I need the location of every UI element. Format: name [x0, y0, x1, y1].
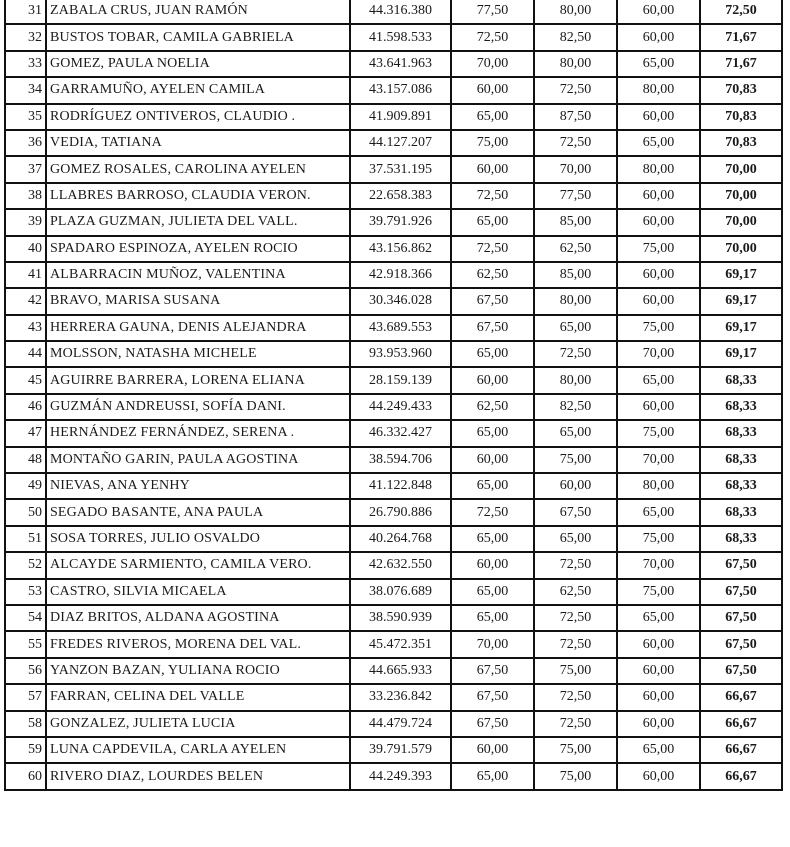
rank-cell: 33 — [5, 51, 46, 77]
dni-cell: 44.316.380 — [350, 0, 451, 24]
rank-cell: 37 — [5, 156, 46, 182]
total-cell: 70,00 — [700, 209, 782, 235]
table-row — [5, 236, 782, 262]
total-cell: 66,67 — [700, 684, 782, 710]
name-cell: GOMEZ, PAULA NOELIA — [46, 51, 350, 77]
name-cell: SPADARO ESPINOZA, AYELEN ROCIO — [46, 236, 350, 262]
total-cell: 70,00 — [700, 156, 782, 182]
score3-cell: 70,00 — [617, 447, 700, 473]
score2-cell: 80,00 — [534, 51, 617, 77]
score3-cell: 65,00 — [617, 130, 700, 156]
dni-cell: 41.598.533 — [350, 24, 451, 50]
name-cell: BUSTOS TOBAR, CAMILA GABRIELA — [46, 24, 350, 50]
score1-cell: 62,50 — [451, 262, 534, 288]
score3-cell: 60,00 — [617, 183, 700, 209]
rank-cell: 49 — [5, 473, 46, 499]
rank-cell: 35 — [5, 104, 46, 130]
table-row — [5, 737, 782, 763]
dni-cell: 38.594.706 — [350, 447, 451, 473]
score2-cell: 70,00 — [534, 156, 617, 182]
table-row — [5, 77, 782, 103]
score1-cell: 67,50 — [451, 684, 534, 710]
score3-cell: 75,00 — [617, 315, 700, 341]
table-row — [5, 420, 782, 446]
score3-cell: 80,00 — [617, 77, 700, 103]
table-row — [5, 51, 782, 77]
name-cell: RIVERO DIAZ, LOURDES BELEN — [46, 763, 350, 789]
score3-cell: 75,00 — [617, 236, 700, 262]
total-cell: 66,67 — [700, 737, 782, 763]
score2-cell: 82,50 — [534, 394, 617, 420]
score1-cell: 72,50 — [451, 24, 534, 50]
table-row — [5, 658, 782, 684]
name-cell: SOSA TORRES, JULIO OSVALDO — [46, 526, 350, 552]
dni-cell: 41.909.891 — [350, 104, 451, 130]
table-row — [5, 605, 782, 631]
rank-cell: 47 — [5, 420, 46, 446]
dni-cell: 22.658.383 — [350, 183, 451, 209]
total-cell: 71,67 — [700, 24, 782, 50]
score1-cell: 72,50 — [451, 499, 534, 525]
rank-cell: 38 — [5, 183, 46, 209]
table-row — [5, 209, 782, 235]
dni-cell: 44.127.207 — [350, 130, 451, 156]
score1-cell: 60,00 — [451, 367, 534, 393]
name-cell: VEDIA, TATIANA — [46, 130, 350, 156]
table-row — [5, 156, 782, 182]
name-cell: BRAVO, MARISA SUSANA — [46, 288, 350, 314]
score2-cell: 72,50 — [534, 631, 617, 657]
rank-cell: 53 — [5, 579, 46, 605]
score3-cell: 75,00 — [617, 420, 700, 446]
table-row — [5, 288, 782, 314]
score1-cell: 60,00 — [451, 552, 534, 578]
rank-cell: 32 — [5, 24, 46, 50]
total-cell: 71,67 — [700, 51, 782, 77]
name-cell: ZABALA CRUS, JUAN RAMÓN — [46, 0, 350, 24]
name-cell: MOLSSON, NATASHA MICHELE — [46, 341, 350, 367]
score3-cell: 60,00 — [617, 288, 700, 314]
score3-cell: 60,00 — [617, 763, 700, 789]
total-cell: 68,33 — [700, 526, 782, 552]
score2-cell: 65,00 — [534, 420, 617, 446]
score2-cell: 80,00 — [534, 288, 617, 314]
score2-cell: 62,50 — [534, 236, 617, 262]
score1-cell: 65,00 — [451, 763, 534, 789]
table-row — [5, 341, 782, 367]
score1-cell: 65,00 — [451, 579, 534, 605]
dni-cell: 93.953.960 — [350, 341, 451, 367]
score1-cell: 65,00 — [451, 473, 534, 499]
name-cell: ALBARRACIN MUÑOZ, VALENTINA — [46, 262, 350, 288]
dni-cell: 44.249.393 — [350, 763, 451, 789]
score1-cell: 72,50 — [451, 183, 534, 209]
score2-cell: 80,00 — [534, 0, 617, 24]
score1-cell: 62,50 — [451, 394, 534, 420]
name-cell: YANZON BAZAN, YULIANA ROCIO — [46, 658, 350, 684]
score3-cell: 75,00 — [617, 526, 700, 552]
name-cell: ALCAYDE SARMIENTO, CAMILA VERO. — [46, 552, 350, 578]
rank-cell: 60 — [5, 763, 46, 789]
name-cell: DIAZ BRITOS, ALDANA AGOSTINA — [46, 605, 350, 631]
table-row — [5, 0, 782, 24]
score2-cell: 72,50 — [534, 711, 617, 737]
total-cell: 67,50 — [700, 631, 782, 657]
dni-cell: 38.590.939 — [350, 605, 451, 631]
name-cell: GOMEZ ROSALES, CAROLINA AYELEN — [46, 156, 350, 182]
score1-cell: 67,50 — [451, 288, 534, 314]
table-row — [5, 367, 782, 393]
dni-cell: 46.332.427 — [350, 420, 451, 446]
score1-cell: 60,00 — [451, 447, 534, 473]
table-row — [5, 552, 782, 578]
score3-cell: 60,00 — [617, 262, 700, 288]
table-row — [5, 684, 782, 710]
rank-cell: 51 — [5, 526, 46, 552]
score2-cell: 87,50 — [534, 104, 617, 130]
score1-cell: 77,50 — [451, 0, 534, 24]
score2-cell: 75,00 — [534, 658, 617, 684]
name-cell: FREDES RIVEROS, MORENA DEL VAL. — [46, 631, 350, 657]
table-row — [5, 711, 782, 737]
total-cell: 69,17 — [700, 341, 782, 367]
table-row — [5, 579, 782, 605]
score2-cell: 77,50 — [534, 183, 617, 209]
table-row — [5, 315, 782, 341]
rank-cell: 54 — [5, 605, 46, 631]
score3-cell: 70,00 — [617, 341, 700, 367]
score3-cell: 60,00 — [617, 684, 700, 710]
score2-cell: 75,00 — [534, 763, 617, 789]
table-row — [5, 183, 782, 209]
total-cell: 68,33 — [700, 367, 782, 393]
score1-cell: 60,00 — [451, 737, 534, 763]
rank-cell: 34 — [5, 77, 46, 103]
dni-cell: 33.236.842 — [350, 684, 451, 710]
rank-cell: 52 — [5, 552, 46, 578]
rank-cell: 55 — [5, 631, 46, 657]
dni-cell: 43.641.963 — [350, 51, 451, 77]
dni-cell: 43.157.086 — [350, 77, 451, 103]
total-cell: 68,33 — [700, 499, 782, 525]
rank-cell: 39 — [5, 209, 46, 235]
rank-cell: 31 — [5, 0, 46, 24]
score3-cell: 65,00 — [617, 367, 700, 393]
total-cell: 72,50 — [700, 0, 782, 24]
name-cell: MONTAÑO GARIN, PAULA AGOSTINA — [46, 447, 350, 473]
total-cell: 68,33 — [700, 447, 782, 473]
score3-cell: 65,00 — [617, 605, 700, 631]
rank-cell: 59 — [5, 737, 46, 763]
score2-cell: 80,00 — [534, 367, 617, 393]
dni-cell: 43.156.862 — [350, 236, 451, 262]
name-cell: HERRERA GAUNA, DENIS ALEJANDRA — [46, 315, 350, 341]
dni-cell: 30.346.028 — [350, 288, 451, 314]
score3-cell: 60,00 — [617, 0, 700, 24]
name-cell: PLAZA GUZMAN, JULIETA DEL VALL. — [46, 209, 350, 235]
score1-cell: 65,00 — [451, 420, 534, 446]
score2-cell: 72,50 — [534, 341, 617, 367]
score1-cell: 60,00 — [451, 77, 534, 103]
rank-cell: 48 — [5, 447, 46, 473]
rank-cell: 42 — [5, 288, 46, 314]
dni-cell: 39.791.579 — [350, 737, 451, 763]
score2-cell: 65,00 — [534, 315, 617, 341]
score3-cell: 60,00 — [617, 24, 700, 50]
score3-cell: 60,00 — [617, 394, 700, 420]
score1-cell: 70,00 — [451, 51, 534, 77]
ranking-table-body — [5, 0, 782, 790]
name-cell: GONZALEZ, JULIETA LUCIA — [46, 711, 350, 737]
table-row — [5, 394, 782, 420]
score2-cell: 85,00 — [534, 262, 617, 288]
name-cell: FARRAN, CELINA DEL VALLE — [46, 684, 350, 710]
dni-cell: 44.479.724 — [350, 711, 451, 737]
score2-cell: 67,50 — [534, 499, 617, 525]
score2-cell: 72,50 — [534, 77, 617, 103]
dni-cell: 44.249.433 — [350, 394, 451, 420]
dni-cell: 40.264.768 — [350, 526, 451, 552]
total-cell: 68,33 — [700, 394, 782, 420]
name-cell: HERNÁNDEZ FERNÁNDEZ, SERENA . — [46, 420, 350, 446]
dni-cell: 38.076.689 — [350, 579, 451, 605]
score1-cell: 72,50 — [451, 236, 534, 262]
table-row — [5, 499, 782, 525]
score1-cell: 70,00 — [451, 631, 534, 657]
name-cell: GARRAMUÑO, AYELEN CAMILA — [46, 77, 350, 103]
score1-cell: 60,00 — [451, 156, 534, 182]
dni-cell: 41.122.848 — [350, 473, 451, 499]
total-cell: 67,50 — [700, 579, 782, 605]
rank-cell: 40 — [5, 236, 46, 262]
rank-cell: 44 — [5, 341, 46, 367]
total-cell: 68,33 — [700, 420, 782, 446]
score1-cell: 65,00 — [451, 605, 534, 631]
total-cell: 66,67 — [700, 711, 782, 737]
table-row — [5, 104, 782, 130]
total-cell: 70,00 — [700, 236, 782, 262]
table-row — [5, 262, 782, 288]
score2-cell: 72,50 — [534, 130, 617, 156]
dni-cell: 42.632.550 — [350, 552, 451, 578]
score3-cell: 60,00 — [617, 658, 700, 684]
score2-cell: 62,50 — [534, 579, 617, 605]
score2-cell: 72,50 — [534, 552, 617, 578]
rank-cell: 58 — [5, 711, 46, 737]
name-cell: AGUIRRE BARRERA, LORENA ELIANA — [46, 367, 350, 393]
name-cell: RODRÍGUEZ ONTIVEROS, CLAUDIO . — [46, 104, 350, 130]
total-cell: 69,17 — [700, 315, 782, 341]
name-cell: GUZMÁN ANDREUSSI, SOFÍA DANI. — [46, 394, 350, 420]
name-cell: NIEVAS, ANA YENHY — [46, 473, 350, 499]
table-row — [5, 130, 782, 156]
score3-cell: 65,00 — [617, 737, 700, 763]
score3-cell: 80,00 — [617, 156, 700, 182]
table-row — [5, 631, 782, 657]
total-cell: 66,67 — [700, 763, 782, 789]
rank-cell: 41 — [5, 262, 46, 288]
rank-cell: 56 — [5, 658, 46, 684]
table-row — [5, 24, 782, 50]
total-cell: 67,50 — [700, 605, 782, 631]
score2-cell: 75,00 — [534, 737, 617, 763]
score3-cell: 60,00 — [617, 711, 700, 737]
score1-cell: 65,00 — [451, 104, 534, 130]
rank-cell: 43 — [5, 315, 46, 341]
total-cell: 68,33 — [700, 473, 782, 499]
dni-cell: 43.689.553 — [350, 315, 451, 341]
score1-cell: 75,00 — [451, 130, 534, 156]
score3-cell: 75,00 — [617, 579, 700, 605]
score3-cell: 70,00 — [617, 552, 700, 578]
table-row — [5, 473, 782, 499]
score1-cell: 65,00 — [451, 209, 534, 235]
score1-cell: 65,00 — [451, 341, 534, 367]
rank-cell: 50 — [5, 499, 46, 525]
dni-cell: 26.790.886 — [350, 499, 451, 525]
score3-cell: 60,00 — [617, 631, 700, 657]
rank-cell: 36 — [5, 130, 46, 156]
score2-cell: 75,00 — [534, 447, 617, 473]
score2-cell: 65,00 — [534, 526, 617, 552]
score1-cell: 67,50 — [451, 658, 534, 684]
score2-cell: 82,50 — [534, 24, 617, 50]
score3-cell: 60,00 — [617, 209, 700, 235]
dni-cell: 39.791.926 — [350, 209, 451, 235]
rank-cell: 46 — [5, 394, 46, 420]
total-cell: 69,17 — [700, 288, 782, 314]
name-cell: SEGADO BASANTE, ANA PAULA — [46, 499, 350, 525]
ranking-table-container — [4, 0, 783, 791]
table-row — [5, 526, 782, 552]
score2-cell: 85,00 — [534, 209, 617, 235]
dni-cell: 45.472.351 — [350, 631, 451, 657]
name-cell: CASTRO, SILVIA MICAELA — [46, 579, 350, 605]
score2-cell: 72,50 — [534, 605, 617, 631]
score3-cell: 80,00 — [617, 473, 700, 499]
score1-cell: 67,50 — [451, 315, 534, 341]
rank-cell: 45 — [5, 367, 46, 393]
total-cell: 70,00 — [700, 183, 782, 209]
total-cell: 70,83 — [700, 77, 782, 103]
dni-cell: 42.918.366 — [350, 262, 451, 288]
score2-cell: 72,50 — [534, 684, 617, 710]
score3-cell: 60,00 — [617, 104, 700, 130]
score3-cell: 65,00 — [617, 499, 700, 525]
total-cell: 69,17 — [700, 262, 782, 288]
dni-cell: 28.159.139 — [350, 367, 451, 393]
total-cell: 67,50 — [700, 552, 782, 578]
score3-cell: 65,00 — [617, 51, 700, 77]
name-cell: LUNA CAPDEVILA, CARLA AYELEN — [46, 737, 350, 763]
ranking-table — [4, 0, 783, 791]
score2-cell: 60,00 — [534, 473, 617, 499]
name-cell: LLABRES BARROSO, CLAUDIA VERON. — [46, 183, 350, 209]
dni-cell: 37.531.195 — [350, 156, 451, 182]
total-cell: 70,83 — [700, 130, 782, 156]
score1-cell: 65,00 — [451, 526, 534, 552]
total-cell: 70,83 — [700, 104, 782, 130]
rank-cell: 57 — [5, 684, 46, 710]
total-cell: 67,50 — [700, 658, 782, 684]
table-row — [5, 763, 782, 789]
score1-cell: 67,50 — [451, 711, 534, 737]
dni-cell: 44.665.933 — [350, 658, 451, 684]
table-row — [5, 447, 782, 473]
